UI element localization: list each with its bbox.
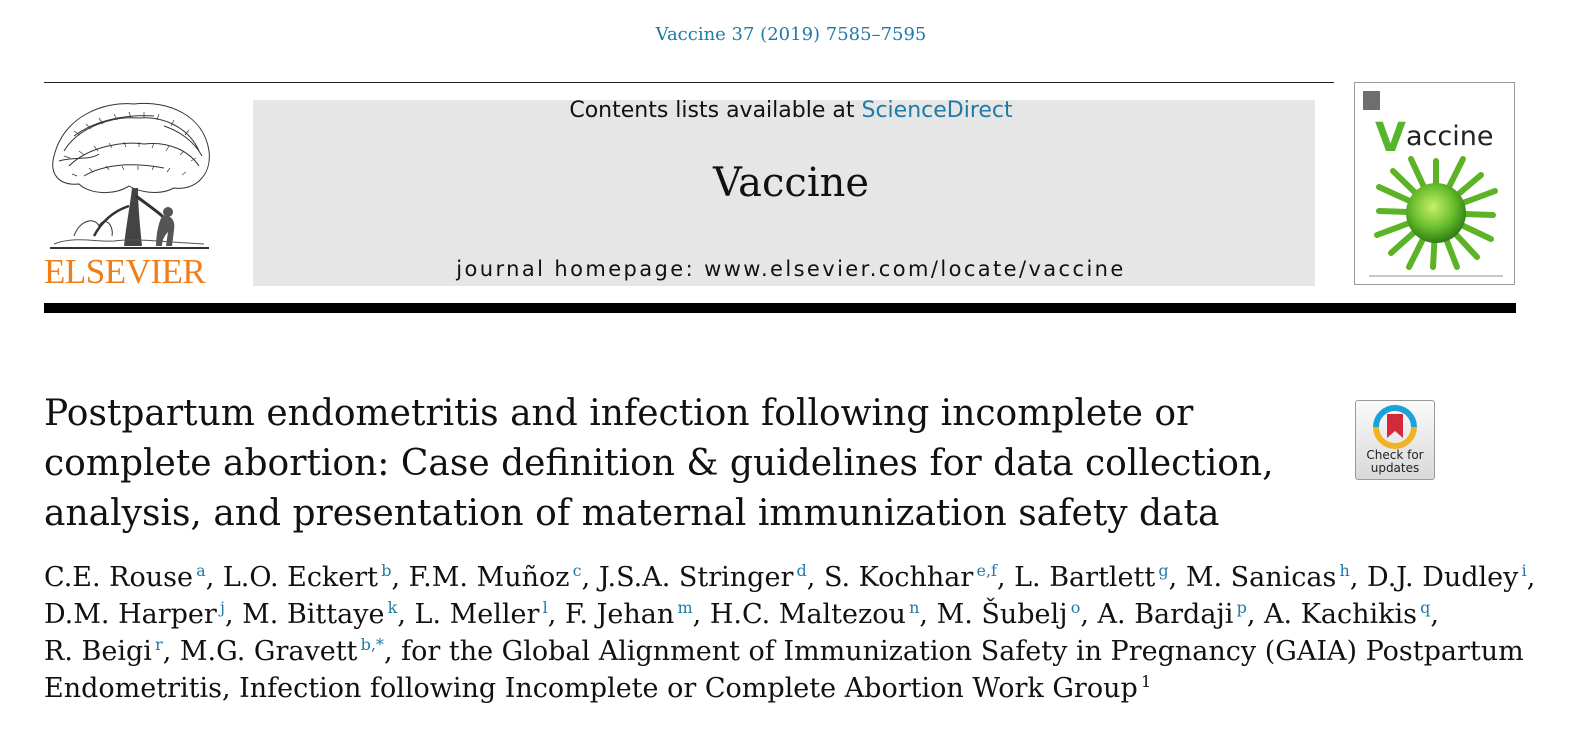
work-group-name: for the Global Alignment of Immunization Safety in Pregnancy (GAIA) Postpartum Endometritis, Infection following Incomplete or Complete Abortion Work Group [44, 636, 1524, 704]
affiliation-marker[interactable]: r [151, 635, 163, 654]
author-name-text[interactable]: J.S.A. Stringer [598, 562, 794, 593]
affiliation-marker[interactable]: p [1233, 598, 1247, 617]
header-rule [44, 82, 1334, 83]
affiliation-marker[interactable]: c [569, 561, 582, 580]
author-name-text[interactable]: R. Beigi [44, 636, 152, 667]
masthead-divider [44, 303, 1516, 313]
author-name-text[interactable]: M. Bittaye [242, 599, 385, 630]
affiliation-marker[interactable]: q [1416, 598, 1431, 617]
author-name[interactable] [242, 599, 397, 630]
author-name[interactable] [223, 562, 392, 593]
cover-title-rest: accine [1405, 121, 1494, 152]
affiliation-marker[interactable]: l [539, 598, 548, 617]
affiliation-marker[interactable]: a [192, 561, 206, 580]
affiliation-marker[interactable]: e,f [973, 561, 997, 580]
affiliation-marker[interactable]: b,* [357, 635, 384, 654]
author-name[interactable] [415, 599, 548, 630]
author-name-text[interactable]: M.G. Gravett [179, 636, 358, 667]
affiliation-marker[interactable]: i [1518, 561, 1527, 580]
author-name[interactable] [937, 599, 1081, 630]
author-name-text[interactable]: A. Bardaji [1097, 599, 1234, 630]
author-name[interactable] [44, 562, 206, 593]
author-name-text[interactable]: F.M. Muñoz [408, 562, 570, 593]
affiliation-marker[interactable]: m [674, 598, 693, 617]
author-name-text[interactable]: F. Jehan [564, 599, 675, 630]
virus-sphere-icon [1371, 153, 1501, 273]
author-name-text[interactable]: L. Bartlett [1014, 562, 1156, 593]
journal-cover-thumbnail[interactable] [1354, 82, 1515, 285]
affiliation-marker[interactable]: b [378, 561, 392, 580]
bookmark-ring-icon [1373, 405, 1417, 449]
check-for-updates-label [1356, 449, 1434, 475]
contents-prefix: Contents lists available at [569, 98, 862, 123]
author-name-text[interactable]: M. Sanicas [1185, 562, 1337, 593]
author-name-text[interactable]: S. Kochhar [823, 562, 974, 593]
author-name[interactable] [44, 636, 163, 667]
author-name[interactable] [1186, 562, 1350, 593]
cover-title-letter: V [1375, 115, 1406, 161]
journal-homepage[interactable]: journal homepage: www.elsevier.com/locate/vaccine [456, 257, 1126, 281]
journal-citation[interactable]: Vaccine 37 (2019) 7585–7595 [655, 24, 927, 45]
author-name[interactable] [824, 562, 997, 593]
affiliation-marker[interactable]: g [1155, 561, 1169, 580]
author-name-text[interactable]: C.E. Rouse [44, 562, 193, 593]
author-name-text[interactable]: H.C. Maltezou [709, 599, 906, 630]
contents-available-line [0, 98, 1582, 123]
author-name[interactable] [1014, 562, 1169, 593]
affiliation-marker[interactable]: j [216, 598, 225, 617]
author-name[interactable] [1264, 599, 1430, 630]
author-name[interactable] [710, 599, 920, 630]
author-list: C.E. Rouse $^a$, L.O. Eckert $^b$, F.M. Muñoz $^c$, J.S.A. Stringer $^d$, S. Kochhar $^{e,f}$, L. Bartlett $^g$, M. Sanicas $^h$, D.J. Dudley $^i$, D.M. Harper $^j$, M. Bittaye $^k$, L. Meller $^l$, F. Jehan $^m$, H.C. Maltezou $^n$, M. Šubelj $^o$, A. Bardaji $^p$, A. Kachikis $^q$, R. Beigi $^r$, M.G. Gravett $^{b,*}$, for the Global Alignment of Immunization Safety in Pregnancy (GAIA) Postpartum Endometritis, Infection following Incomplete or Complete Abortion Work Group $^1$ [44, 561, 1536, 704]
elsevier-wordmark[interactable]: ELSEVIER [44, 252, 206, 291]
affiliation-marker[interactable]: d [793, 561, 807, 580]
check-label-line1: Check for [1366, 448, 1424, 462]
affiliation-marker[interactable]: n [905, 598, 920, 617]
author-name-text[interactable]: D.M. Harper [44, 599, 217, 630]
journal-title[interactable]: Vaccine [712, 160, 870, 206]
author-name-text[interactable]: M. Šubelj [936, 599, 1068, 630]
author-name[interactable] [44, 599, 225, 630]
author-name-text[interactable]: A. Kachikis [1264, 599, 1417, 630]
article-title: Postpartum endometritis and infection following incomplete or complete abortion: Case definition & guidelines for data collection, analysis, and presentation of maternal immunization safety data [44, 393, 1274, 534]
author-name[interactable] [1098, 599, 1247, 630]
author-name[interactable] [565, 599, 693, 630]
group-footnote-marker[interactable]: 1 [1137, 672, 1152, 691]
affiliation-marker[interactable]: h [1336, 561, 1350, 580]
elsevier-badge-icon [1363, 91, 1380, 110]
author-name-text[interactable]: L.O. Eckert [222, 562, 379, 593]
author-name-text[interactable]: D.J. Dudley [1367, 562, 1519, 593]
check-label-line2: updates [1370, 461, 1420, 475]
author-name-text[interactable]: L. Meller [414, 599, 540, 630]
check-for-updates-button[interactable] [1355, 400, 1435, 480]
author-name[interactable] [599, 562, 807, 593]
cover-footer-text [1369, 275, 1503, 277]
author-name[interactable] [180, 636, 384, 667]
author-name[interactable] [1367, 562, 1527, 593]
sciencedirect-link[interactable]: ScienceDirect [861, 98, 1013, 123]
affiliation-marker[interactable]: o [1067, 598, 1081, 617]
affiliation-marker[interactable]: k [384, 598, 398, 617]
author-name[interactable] [409, 562, 582, 593]
